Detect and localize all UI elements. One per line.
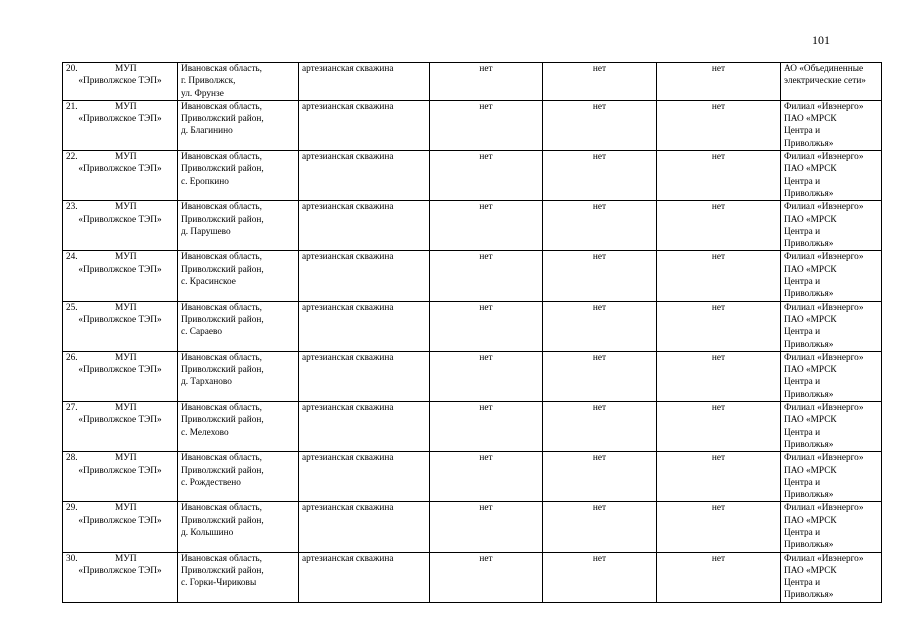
org-type: МУП [115, 64, 137, 74]
value-cell: нет [430, 151, 543, 201]
address-line: Приволжский район, [181, 114, 264, 125]
address-line: Ивановская область, [181, 152, 262, 163]
value-cell: нет [543, 63, 657, 101]
supplier-line: ПАО «МРСК [784, 314, 837, 325]
address-line: с. Мелехово [181, 427, 229, 438]
org-cell [63, 151, 178, 201]
value-cell: нет [430, 402, 543, 452]
address-line: с. Сараево [181, 327, 222, 338]
org-name: «Приволжское ТЭП» [78, 114, 162, 125]
supplier-cell [781, 452, 882, 502]
supplier-cell [781, 100, 882, 150]
org-type: МУП [115, 101, 137, 112]
address-line: Ивановская область, [181, 503, 262, 514]
value-cell: нет [543, 452, 657, 502]
table-row [63, 402, 882, 452]
address-cell [178, 201, 299, 251]
org-cell [63, 63, 178, 101]
supplier-line: Филиал «Ивэнерго» [784, 553, 864, 564]
value-cell: нет [543, 151, 657, 201]
value-cell: нет [430, 63, 543, 101]
facilities-table [62, 62, 882, 603]
row-number: 21. [66, 101, 78, 112]
supplier-cell [781, 502, 882, 552]
supplier-line: Приволжья» [784, 138, 834, 149]
org-cell [63, 351, 178, 401]
supplier-cell [781, 301, 882, 351]
address-line: Приволжский район, [181, 515, 264, 526]
address-cell [178, 301, 299, 351]
supplier-line: Филиал «Ивэнерго» [784, 252, 864, 263]
value-cell: нет [543, 552, 657, 602]
supplier-line: Центра и [784, 377, 821, 388]
address-line: Приволжский район, [181, 164, 264, 175]
supplier-line: Приволжья» [784, 289, 834, 300]
address-line: Ивановская область, [181, 453, 262, 464]
value-cell: нет [657, 452, 781, 502]
address-line: с. Красинское [181, 277, 236, 288]
address-line: Ивановская область, [181, 302, 262, 313]
address-line: Ивановская область, [181, 101, 262, 112]
supplier-line: Филиал «Ивэнерго» [784, 403, 864, 414]
org-name: «Приволжское ТЭП» [78, 415, 162, 426]
supplier-line: Приволжья» [784, 540, 834, 551]
org-name: «Приволжское ТЭП» [78, 465, 162, 476]
supplier-line: ПАО «МРСК [784, 465, 837, 476]
address-line: д. Парушево [181, 226, 231, 237]
address-line: Приволжский район, [181, 415, 264, 426]
address-line: Ивановская область, [181, 553, 262, 564]
source-cell: артезианская скважина [299, 502, 430, 552]
value-cell: нет [657, 351, 781, 401]
supplier-line: Приволжья» [784, 389, 834, 400]
org-type: МУП [115, 152, 137, 163]
org-cell [63, 452, 178, 502]
value-cell: нет [657, 201, 781, 251]
value-cell: нет [657, 151, 781, 201]
org-cell [63, 100, 178, 150]
table-row [63, 251, 882, 301]
org-name: «Приволжское ТЭП» [78, 314, 162, 325]
source-cell: артезианская скважина [299, 402, 430, 452]
supplier-line: ПАО «МРСК [784, 214, 837, 225]
address-line: с. Еропкино [181, 176, 229, 187]
address-line: д. Благинино [181, 126, 233, 137]
supplier-line: электрические сети» [784, 76, 866, 87]
address-line: Ивановская область, [181, 64, 262, 74]
address-line: Приволжский район, [181, 565, 264, 576]
supplier-line: ПАО «МРСК [784, 415, 837, 426]
row-number: 30. [66, 553, 78, 564]
org-name: «Приволжское ТЭП» [78, 565, 162, 576]
org-cell [63, 552, 178, 602]
supplier-cell [781, 351, 882, 401]
supplier-line: Центра и [784, 427, 821, 438]
value-cell: нет [657, 402, 781, 452]
org-type: МУП [115, 352, 137, 363]
supplier-line: Центра и [784, 126, 821, 137]
org-type: МУП [115, 403, 137, 414]
value-cell: нет [430, 301, 543, 351]
value-cell: нет [657, 552, 781, 602]
address-line: д. Колышино [181, 527, 234, 538]
supplier-line: Центра и [784, 176, 821, 187]
org-type: МУП [115, 553, 137, 564]
value-cell: нет [430, 552, 543, 602]
address-line: с. Горки-Чириковы [181, 578, 257, 589]
supplier-cell [781, 201, 882, 251]
address-cell [178, 502, 299, 552]
source-cell: артезианская скважина [299, 452, 430, 502]
address-line: Ивановская область, [181, 403, 262, 414]
org-cell [63, 402, 178, 452]
supplier-cell [781, 251, 882, 301]
supplier-cell [781, 63, 882, 101]
address-cell [178, 552, 299, 602]
address-line: Приволжский район, [181, 465, 264, 476]
source-cell: артезианская скважина [299, 201, 430, 251]
supplier-line: Центра и [784, 226, 821, 237]
value-cell: нет [543, 502, 657, 552]
table-row [63, 502, 882, 552]
supplier-line: ПАО «МРСК [784, 114, 837, 125]
supplier-line: ПАО «МРСК [784, 164, 837, 175]
source-cell: артезианская скважина [299, 552, 430, 602]
page-number: 101 [812, 33, 830, 47]
org-cell [63, 502, 178, 552]
org-type: МУП [115, 202, 137, 213]
supplier-line: Центра и [784, 578, 821, 589]
supplier-line: Центра и [784, 477, 821, 488]
org-name: «Приволжское ТЭП» [78, 76, 162, 87]
table-row [63, 63, 882, 101]
table-row [63, 151, 882, 201]
address-line: Приволжский район, [181, 365, 264, 376]
address-line: ул. Фрунзе [181, 88, 224, 99]
row-number: 25. [66, 302, 78, 313]
supplier-line: ПАО «МРСК [784, 565, 837, 576]
value-cell: нет [430, 251, 543, 301]
row-number: 23. [66, 202, 78, 213]
value-cell: нет [430, 201, 543, 251]
supplier-line: АО «Объединенные [784, 64, 864, 74]
address-line: Приволжский район, [181, 264, 264, 275]
org-type: МУП [115, 252, 137, 263]
row-number: 27. [66, 403, 78, 414]
table-row [63, 100, 882, 150]
value-cell: нет [430, 351, 543, 401]
supplier-cell [781, 402, 882, 452]
address-cell [178, 100, 299, 150]
address-line: Ивановская область, [181, 252, 262, 263]
address-cell [178, 151, 299, 201]
supplier-line: Приволжья» [784, 490, 834, 501]
row-number: 22. [66, 152, 78, 163]
row-number: 26. [66, 352, 78, 363]
supplier-line: Филиал «Ивэнерго» [784, 152, 864, 163]
table-row [63, 301, 882, 351]
org-type: МУП [115, 453, 137, 464]
supplier-line: ПАО «МРСК [784, 365, 837, 376]
org-name: «Приволжское ТЭП» [78, 164, 162, 175]
supplier-line: Приволжья» [784, 439, 834, 450]
supplier-line: Приволжья» [784, 590, 834, 601]
org-type: МУП [115, 503, 137, 514]
supplier-line: Филиал «Ивэнерго» [784, 352, 864, 363]
address-cell [178, 63, 299, 101]
supplier-line: Приволжья» [784, 188, 834, 199]
source-cell: артезианская скважина [299, 63, 430, 101]
row-number: 20. [66, 64, 78, 74]
org-name: «Приволжское ТЭП» [78, 515, 162, 526]
value-cell: нет [543, 100, 657, 150]
address-cell [178, 402, 299, 452]
value-cell: нет [430, 502, 543, 552]
value-cell: нет [543, 301, 657, 351]
source-cell: артезианская скважина [299, 351, 430, 401]
value-cell: нет [430, 100, 543, 150]
value-cell: нет [543, 402, 657, 452]
table-row [63, 552, 882, 602]
supplier-line: Приволжья» [784, 239, 834, 250]
address-line: г. Приволжск, [181, 76, 236, 87]
address-cell [178, 452, 299, 502]
row-number: 24. [66, 252, 78, 263]
table-row [63, 201, 882, 251]
value-cell: нет [657, 502, 781, 552]
address-line: Ивановская область, [181, 202, 262, 213]
value-cell: нет [657, 251, 781, 301]
supplier-line: Филиал «Ивэнерго» [784, 302, 864, 313]
supplier-line: Центра и [784, 527, 821, 538]
address-line: Приволжский район, [181, 214, 264, 225]
address-cell [178, 351, 299, 401]
address-line: с. Рождествено [181, 477, 241, 488]
org-cell [63, 251, 178, 301]
supplier-cell [781, 552, 882, 602]
supplier-line: Филиал «Ивэнерго» [784, 202, 864, 213]
supplier-line: Приволжья» [784, 339, 834, 350]
source-cell: артезианская скважина [299, 301, 430, 351]
value-cell: нет [430, 452, 543, 502]
supplier-line: Центра и [784, 277, 821, 288]
source-cell: артезианская скважина [299, 100, 430, 150]
org-cell [63, 201, 178, 251]
address-line: Приволжский район, [181, 314, 264, 325]
row-number: 28. [66, 453, 78, 464]
row-number: 29. [66, 503, 78, 514]
value-cell: нет [543, 351, 657, 401]
value-cell: нет [657, 63, 781, 101]
supplier-line: Филиал «Ивэнерго» [784, 453, 864, 464]
address-line: Ивановская область, [181, 352, 262, 363]
supplier-line: Центра и [784, 327, 821, 338]
org-name: «Приволжское ТЭП» [78, 365, 162, 376]
address-cell [178, 251, 299, 301]
value-cell: нет [657, 301, 781, 351]
address-line: д. Тарханово [181, 377, 232, 388]
supplier-line: Филиал «Ивэнерго» [784, 101, 864, 112]
table-row [63, 351, 882, 401]
supplier-line: ПАО «МРСК [784, 264, 837, 275]
org-type: МУП [115, 302, 137, 313]
supplier-line: ПАО «МРСК [784, 515, 837, 526]
value-cell: нет [543, 251, 657, 301]
org-name: «Приволжское ТЭП» [78, 214, 162, 225]
source-cell: артезианская скважина [299, 151, 430, 201]
org-cell [63, 301, 178, 351]
value-cell: нет [657, 100, 781, 150]
supplier-line: Филиал «Ивэнерго» [784, 503, 864, 514]
supplier-cell [781, 151, 882, 201]
table-row [63, 452, 882, 502]
source-cell: артезианская скважина [299, 251, 430, 301]
org-name: «Приволжское ТЭП» [78, 264, 162, 275]
value-cell: нет [543, 201, 657, 251]
